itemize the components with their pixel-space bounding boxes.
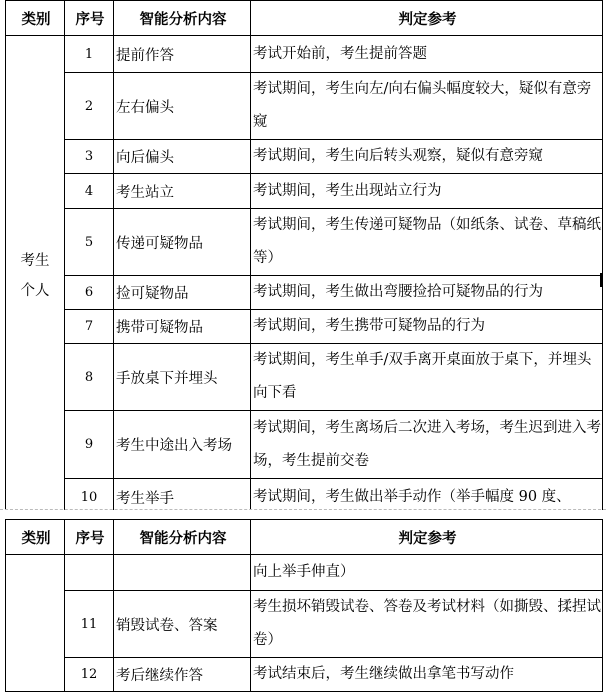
row-index: 10 [65, 479, 114, 516]
row-content: 考生中途出入考场 [114, 411, 251, 479]
row-index: 11 [65, 591, 114, 658]
row-content: 向后偏头 [114, 140, 251, 174]
table-row [6, 591, 603, 658]
row-content: 考后继续作答 [114, 658, 251, 692]
header-index: 序号 [65, 1, 114, 36]
table-row [6, 276, 603, 310]
row-content: 销毁试卷、答案 [114, 591, 251, 658]
category-cell [6, 36, 65, 516]
row-index: 6 [65, 276, 114, 310]
row-criteria: 考试期间，考生传递可疑物品（如纸条、试卷、草稿纸等） [251, 209, 603, 276]
table-row [6, 411, 603, 479]
table-header-row [6, 520, 603, 555]
page-break-line [0, 509, 606, 510]
table-row [6, 310, 603, 344]
row-criteria: 考生损坏销毁试卷、答卷及考试材料（如撕毁、揉捏试卷） [251, 591, 603, 658]
row-index: 2 [65, 73, 114, 140]
row-index: 12 [65, 658, 114, 692]
header-content: 智能分析内容 [114, 1, 251, 36]
row-criteria: 考试期间，考生做出弯腰捡拾可疑物品的行为 [251, 276, 603, 310]
table-row [6, 140, 603, 174]
row-criteria-continued: 向上举手伸直） [251, 555, 603, 591]
row-criteria: 考试期间，考生做出举手动作（举手幅度 90 度、 [251, 479, 603, 516]
category-line: 考生 [20, 252, 50, 269]
row-content: 携带可疑物品 [114, 310, 251, 344]
category-cell [6, 555, 65, 692]
table-row [6, 36, 603, 73]
row-criteria: 考试期间，考生携带可疑物品的行为 [251, 310, 603, 344]
row-criteria: 考试开始前，考生提前答题 [251, 36, 603, 73]
row-index: 5 [65, 209, 114, 276]
header-content: 智能分析内容 [114, 520, 251, 555]
row-index: 9 [65, 411, 114, 479]
row-content: 考生举手 [114, 479, 251, 516]
header-index: 序号 [65, 520, 114, 555]
row-criteria: 考试结束后，考生继续做出拿笔书写动作 [251, 658, 603, 692]
row-criteria: 考试期间，考生单手/双手离开桌面放于桌下，并埋头向下看 [251, 344, 603, 411]
table-row [6, 344, 603, 411]
row-content: 传递可疑物品 [114, 209, 251, 276]
row-criteria: 考试期间，考生离场后二次进入考场，考生迟到进入考场，考生提前交卷 [251, 411, 603, 479]
row-index: 8 [65, 344, 114, 411]
table-header-row [6, 1, 603, 36]
row-index: 7 [65, 310, 114, 344]
row-criteria: 考试期间，考生出现站立行为 [251, 174, 603, 209]
row-index [65, 555, 114, 591]
table-row [6, 555, 603, 591]
behavior-table-part2 [5, 519, 603, 692]
page-break-gap [0, 510, 606, 519]
row-index: 1 [65, 36, 114, 73]
row-content: 考生站立 [114, 174, 251, 209]
row-content: 手放桌下并埋头 [114, 344, 251, 411]
behavior-table-part1 [5, 0, 603, 516]
table-row [6, 658, 603, 692]
table-row [6, 209, 603, 276]
row-index: 4 [65, 174, 114, 209]
header-category: 类别 [6, 1, 65, 36]
row-criteria: 考试期间，考生向后转头观察，疑似有意旁窥 [251, 140, 603, 174]
row-content: 提前作答 [114, 36, 251, 73]
category-line: 个人 [20, 282, 50, 299]
row-content: 捡可疑物品 [114, 276, 251, 310]
row-index: 3 [65, 140, 114, 174]
table-row [6, 73, 603, 140]
row-criteria: 考试期间，考生向左/向右偏头幅度较大，疑似有意旁窥 [251, 73, 603, 140]
row-content: 左右偏头 [114, 73, 251, 140]
table-row [6, 174, 603, 209]
cursor-mark [600, 273, 602, 287]
row-content [114, 555, 251, 591]
header-criteria: 判定参考 [251, 520, 603, 555]
header-category: 类别 [6, 520, 65, 555]
header-criteria: 判定参考 [251, 1, 603, 36]
